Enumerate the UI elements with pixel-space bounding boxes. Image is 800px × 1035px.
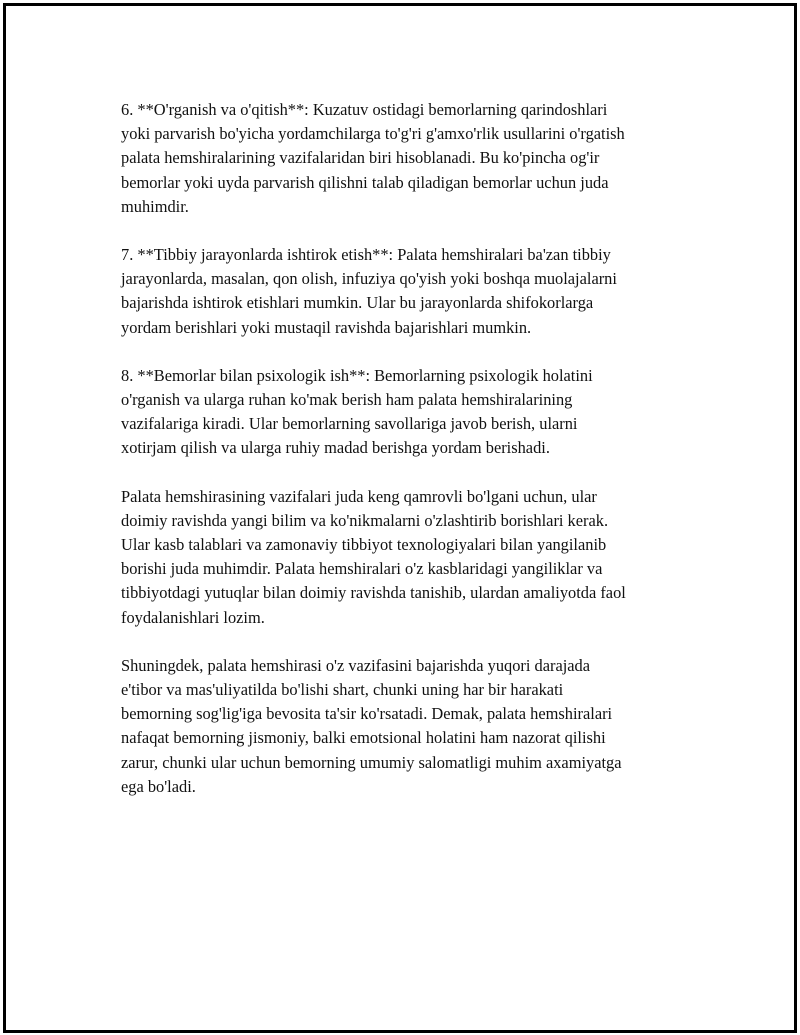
paragraph-8-psychological-work: 8. **Bemorlar bilan psixologik ish**: Bemorlarning psixologik holatini o'rganish va ularga ruhan ko'mak berish ham palata hemshiralarining vazifalariga kiradi. Ular bemorlarning savollariga javob berish, ularni xotirjam qilish va ularga ruhiy madad berishga yordam berishadi. [121,365,593,458]
page-frame [3,3,797,1033]
paragraph-duties-summary: Palata hemshirasining vazifalari juda keng qamrovli bo'lgani uchun, ular doimiy ravishda yangi bilim va ko'nikmalarni o'zlashtirib borishlari kerak. Ular kasb talablari va zamonaviy tibbiyot texnologiyalari bilan yangilanib borishi juda muhimdir. Palata hemshiralari o'z kasblaridagi yangiliklar va tibbiyotdagi yutuqlar bilan doimiy ravishda tanishib, ulardan amaliyotda faol foydalanishlari lozim. [121,486,626,627]
paragraph-6-learning-teaching: 6. **O'rganish va o'qitish**: Kuzatuv ostidagi bemorlarning qarindoshlari yoki parvarish bo'yicha yordamchilarga to'g'ri g'amxo'rlik usullarini o'rgatish palata hemshiralarining vazifalaridan biri hisoblanadi. Bu ko'pincha og'ir bemorlar yoki uyda parvarish qilishni talab qiladigan bemorlar uchun juda muhimdir. [121,100,625,216]
paragraph-conclusion: Shuningdek, palata hemshirasi o'z vazifasini bajarishda yuqori darajada e'tibor va mas'uliyatilda bo'lishi shart, chunki uning har bir harakati bemorning sog'lig'iga bevosita ta'sir ko'rsatadi. Demak, palata hemshiralari nafaqat bemorning jismoniy, balki emotsional holatini ham nazorat qilishi zarur, chunki ular uchun bemorning umumiy salomatligi muhim axamiyatga ega bo'ladi. [121,655,622,796]
paragraph-7-medical-procedures: 7. **Tibbiy jarayonlarda ishtirok etish**: Palata hemshiralari ba'zan tibbiy jarayonlarda, masalan, qon olish, infuziya qo'yish yoki boshqa muolajalarni bajarishda ishtirok etishlari mumkin. Ular bu jarayonlarda shifokorlarga yordam berishlari yoki mustaqil ravishda bajarishlari mumkin. [121,245,617,337]
document-body [121,98,701,823]
